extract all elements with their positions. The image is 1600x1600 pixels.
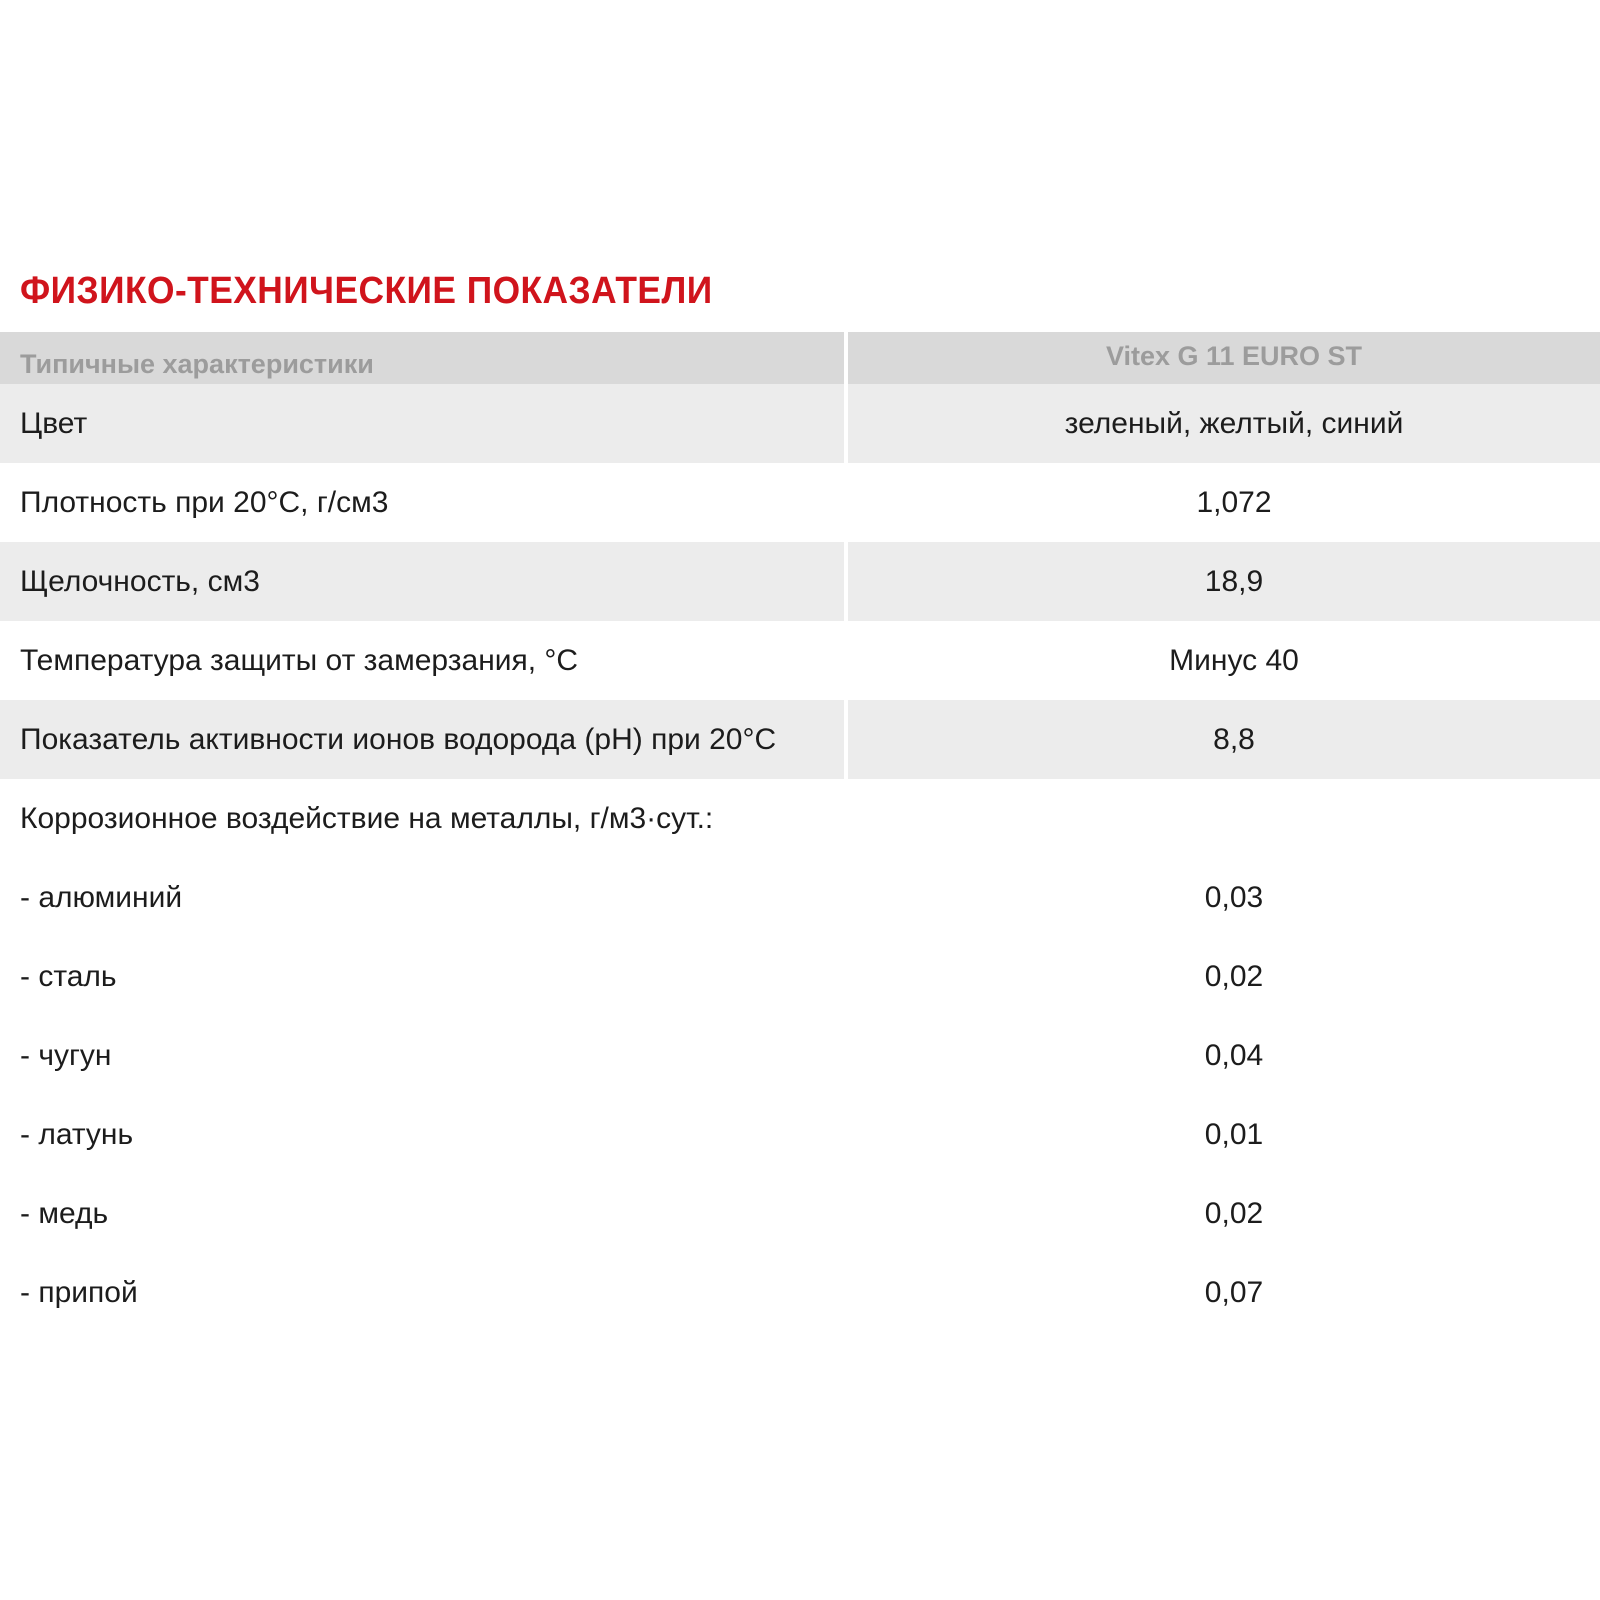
table-row xyxy=(0,463,1600,542)
row-value: зеленый, желтый, синий xyxy=(848,384,1600,463)
row-label: Коррозионное воздействие на металлы, г/м3·сут.: xyxy=(20,801,714,835)
row-label: - сталь xyxy=(20,959,117,993)
table-row xyxy=(0,779,1600,858)
table-row xyxy=(0,542,1600,621)
row-value: 18,9 xyxy=(848,542,1600,621)
row-label: - латунь xyxy=(20,1117,134,1151)
row-label: - алюминий xyxy=(20,880,183,914)
table-row xyxy=(0,937,1600,1016)
row-value xyxy=(848,779,1600,858)
header-product-name: Vitex G 11 EURO ST xyxy=(848,332,1600,384)
row-value: 8,8 xyxy=(848,700,1600,779)
row-value: 0,07 xyxy=(1204,1275,1264,1309)
table-row xyxy=(0,1174,1600,1253)
row-label: Температура защиты от замерзания, °С xyxy=(20,643,579,677)
table-row xyxy=(0,384,1600,463)
table-header xyxy=(0,332,1600,384)
row-value: 0,03 xyxy=(1204,880,1264,914)
specs-table xyxy=(0,332,1600,1332)
table-row xyxy=(0,621,1600,700)
page-title: ФИЗИКО-ТЕХНИЧЕСКИЕ ПОКАЗАТЕЛИ xyxy=(20,270,713,312)
row-value: 1,072 xyxy=(1196,485,1272,519)
row-label: - припой xyxy=(20,1275,138,1309)
row-value: 0,04 xyxy=(1204,1038,1264,1072)
row-label: Показатель активности ионов водорода (рН) при 20°С xyxy=(0,700,848,779)
table-row xyxy=(0,858,1600,937)
row-value: 0,01 xyxy=(1204,1117,1264,1151)
row-label: - медь xyxy=(20,1196,109,1230)
row-value: 0,02 xyxy=(1204,1196,1264,1230)
table-row xyxy=(0,1016,1600,1095)
header-label: Типичные характеристики xyxy=(0,332,848,384)
table-row xyxy=(0,1253,1600,1332)
row-label: Цвет xyxy=(0,384,848,463)
row-value: Минус 40 xyxy=(1169,643,1299,677)
row-label: Плотность при 20°С, г/см3 xyxy=(20,485,389,519)
row-value: 0,02 xyxy=(1204,959,1264,993)
table-row xyxy=(0,700,1600,779)
table-row xyxy=(0,1095,1600,1174)
row-label: - чугун xyxy=(20,1038,112,1072)
row-label: Щелочность, см3 xyxy=(0,542,848,621)
